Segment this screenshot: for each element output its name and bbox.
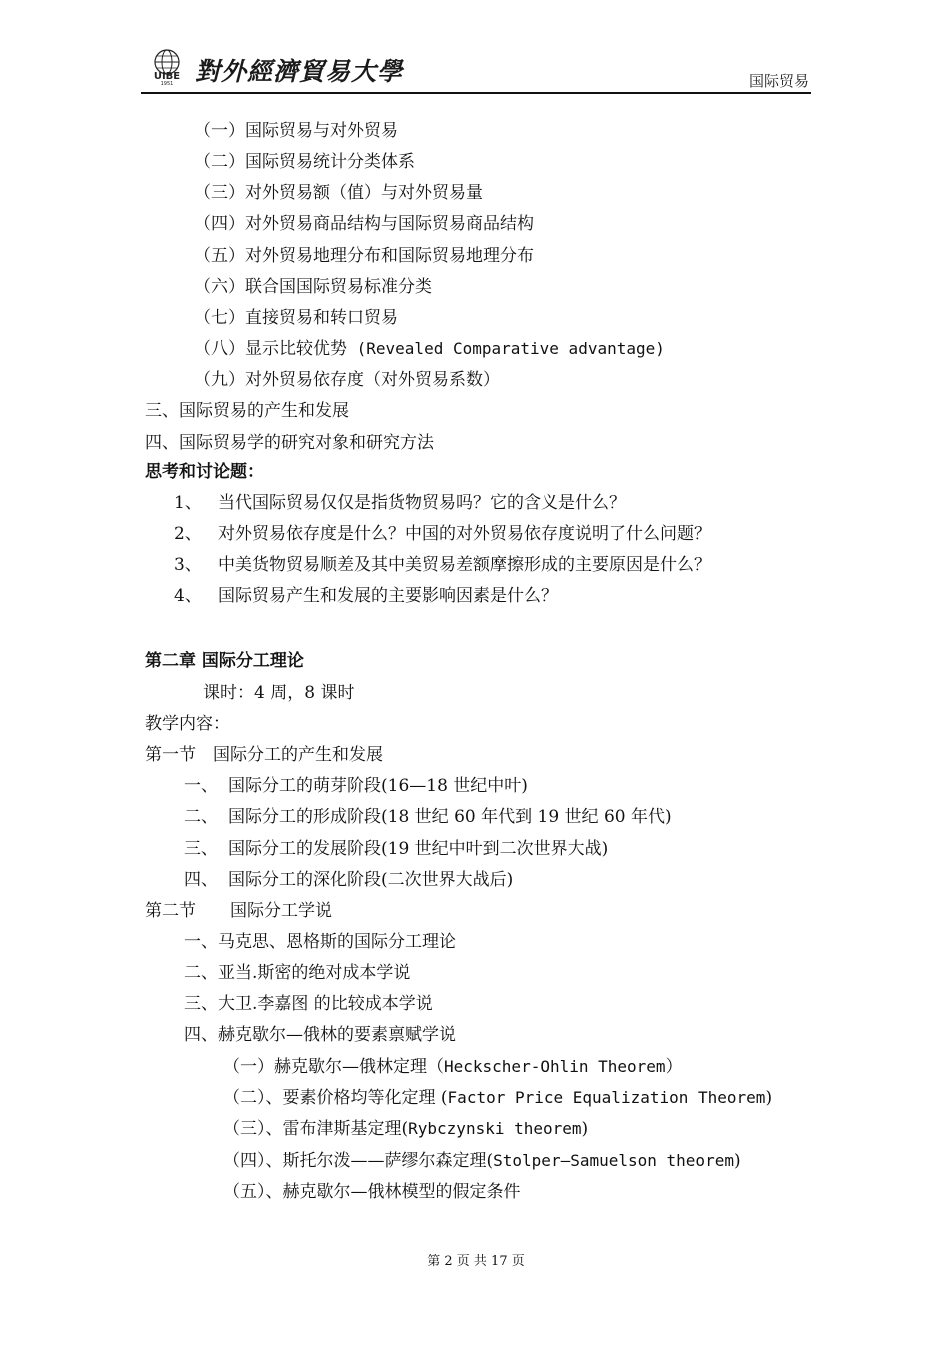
theorem-item: （三）、雷布津斯基定理(Rybczynski theorem) bbox=[223, 1119, 589, 1139]
list-item-text: （八）显示比较优势 bbox=[194, 339, 347, 359]
logo-text: UIBE bbox=[153, 71, 181, 82]
logo-year: 1951 bbox=[160, 81, 174, 86]
list-item: 一、马克思、恩格斯的国际分工理论 bbox=[184, 932, 456, 952]
university-name: 對外經濟貿易大學 bbox=[195, 57, 404, 86]
list-item: 三、大卫.李嘉图 的比较成本学说 bbox=[184, 994, 433, 1014]
list-item: （七）直接贸易和转口贸易 bbox=[194, 308, 398, 328]
content-label: 教学内容： bbox=[145, 714, 230, 734]
page-header bbox=[141, 40, 811, 94]
discussion-item: 4、 国际贸易产生和发展的主要影响因素是什么？ bbox=[174, 586, 558, 606]
list-item: （六）联合国国际贸易标准分类 bbox=[194, 277, 432, 297]
discussion-item: 1、 当代国际贸易仅仅是指货物贸易吗？它的含义是什么？ bbox=[174, 493, 626, 513]
university-logo-icon bbox=[145, 48, 189, 86]
list-item: 四、赫克歇尔—俄林的要素禀赋学说 bbox=[184, 1025, 456, 1045]
discussion-title: 思考和讨论题： bbox=[145, 462, 264, 482]
list-item: （四）对外贸易商品结构与国际贸易商品结构 bbox=[194, 214, 534, 234]
chapter-title: 第二章 国际分工理论 bbox=[145, 651, 304, 671]
section-title: 第一节 国际分工的产生和发展 bbox=[145, 745, 383, 765]
section-point: 四、国际贸易学的研究对象和研究方法 bbox=[145, 433, 434, 453]
header-divider bbox=[141, 92, 811, 94]
list-item: 三、 国际分工的发展阶段(19 世纪中叶到二次世界大战) bbox=[184, 839, 609, 859]
list-item: 四、 国际分工的深化阶段(二次世界大战后) bbox=[184, 870, 514, 890]
theorem-item: （一）赫克歇尔—俄林定理（Heckscher-Ohlin Theorem） bbox=[223, 1057, 683, 1077]
list-item: （三）对外贸易额（值）与对外贸易量 bbox=[194, 183, 483, 203]
theorem-item: （五）、赫克歇尔—俄林模型的假定条件 bbox=[223, 1182, 521, 1202]
section-point: 三、国际贸易的产生和发展 bbox=[145, 401, 349, 421]
list-item: 二、 国际分工的形成阶段(18 世纪 60 年代到 19 世纪 60 年代) bbox=[184, 807, 672, 827]
list-item: （五）对外贸易地理分布和国际贸易地理分布 bbox=[194, 246, 534, 266]
theorem-item: （二）、要素价格均等化定理 (Factor Price Equalization Theorem) bbox=[223, 1088, 773, 1108]
list-item bbox=[194, 338, 665, 360]
list-item: （九）对外贸易依存度（对外贸易系数） bbox=[194, 370, 500, 390]
page-number: 第 2 页 共 17 页 bbox=[427, 1254, 525, 1269]
discussion-item: 2、 对外贸易依存度是什么？中国的对外贸易依存度说明了什么问题？ bbox=[174, 524, 711, 544]
list-item: 二、亚当.斯密的绝对成本学说 bbox=[184, 963, 411, 983]
list-item: 一、 国际分工的萌芽阶段(16—18 世纪中叶) bbox=[184, 776, 528, 796]
list-item: （二）国际贸易统计分类体系 bbox=[194, 152, 415, 172]
list-item-english: (Revealed Comparative advantage) bbox=[347, 339, 665, 358]
discussion-item: 3、 中美货物贸易顺差及其中美贸易差额摩擦形成的主要原因是什么？ bbox=[174, 555, 711, 575]
chapter-hours: 课时：4 周，8 课时 bbox=[203, 683, 355, 703]
section-title: 第二节 国际分工学说 bbox=[145, 901, 332, 921]
theorem-item: （四）、斯托尔泼——萨缪尔森定理(Stolper—Samuelson theorem) bbox=[223, 1151, 741, 1171]
list-item: （一）国际贸易与对外贸易 bbox=[194, 121, 398, 141]
course-name: 国际贸易 bbox=[748, 72, 809, 90]
